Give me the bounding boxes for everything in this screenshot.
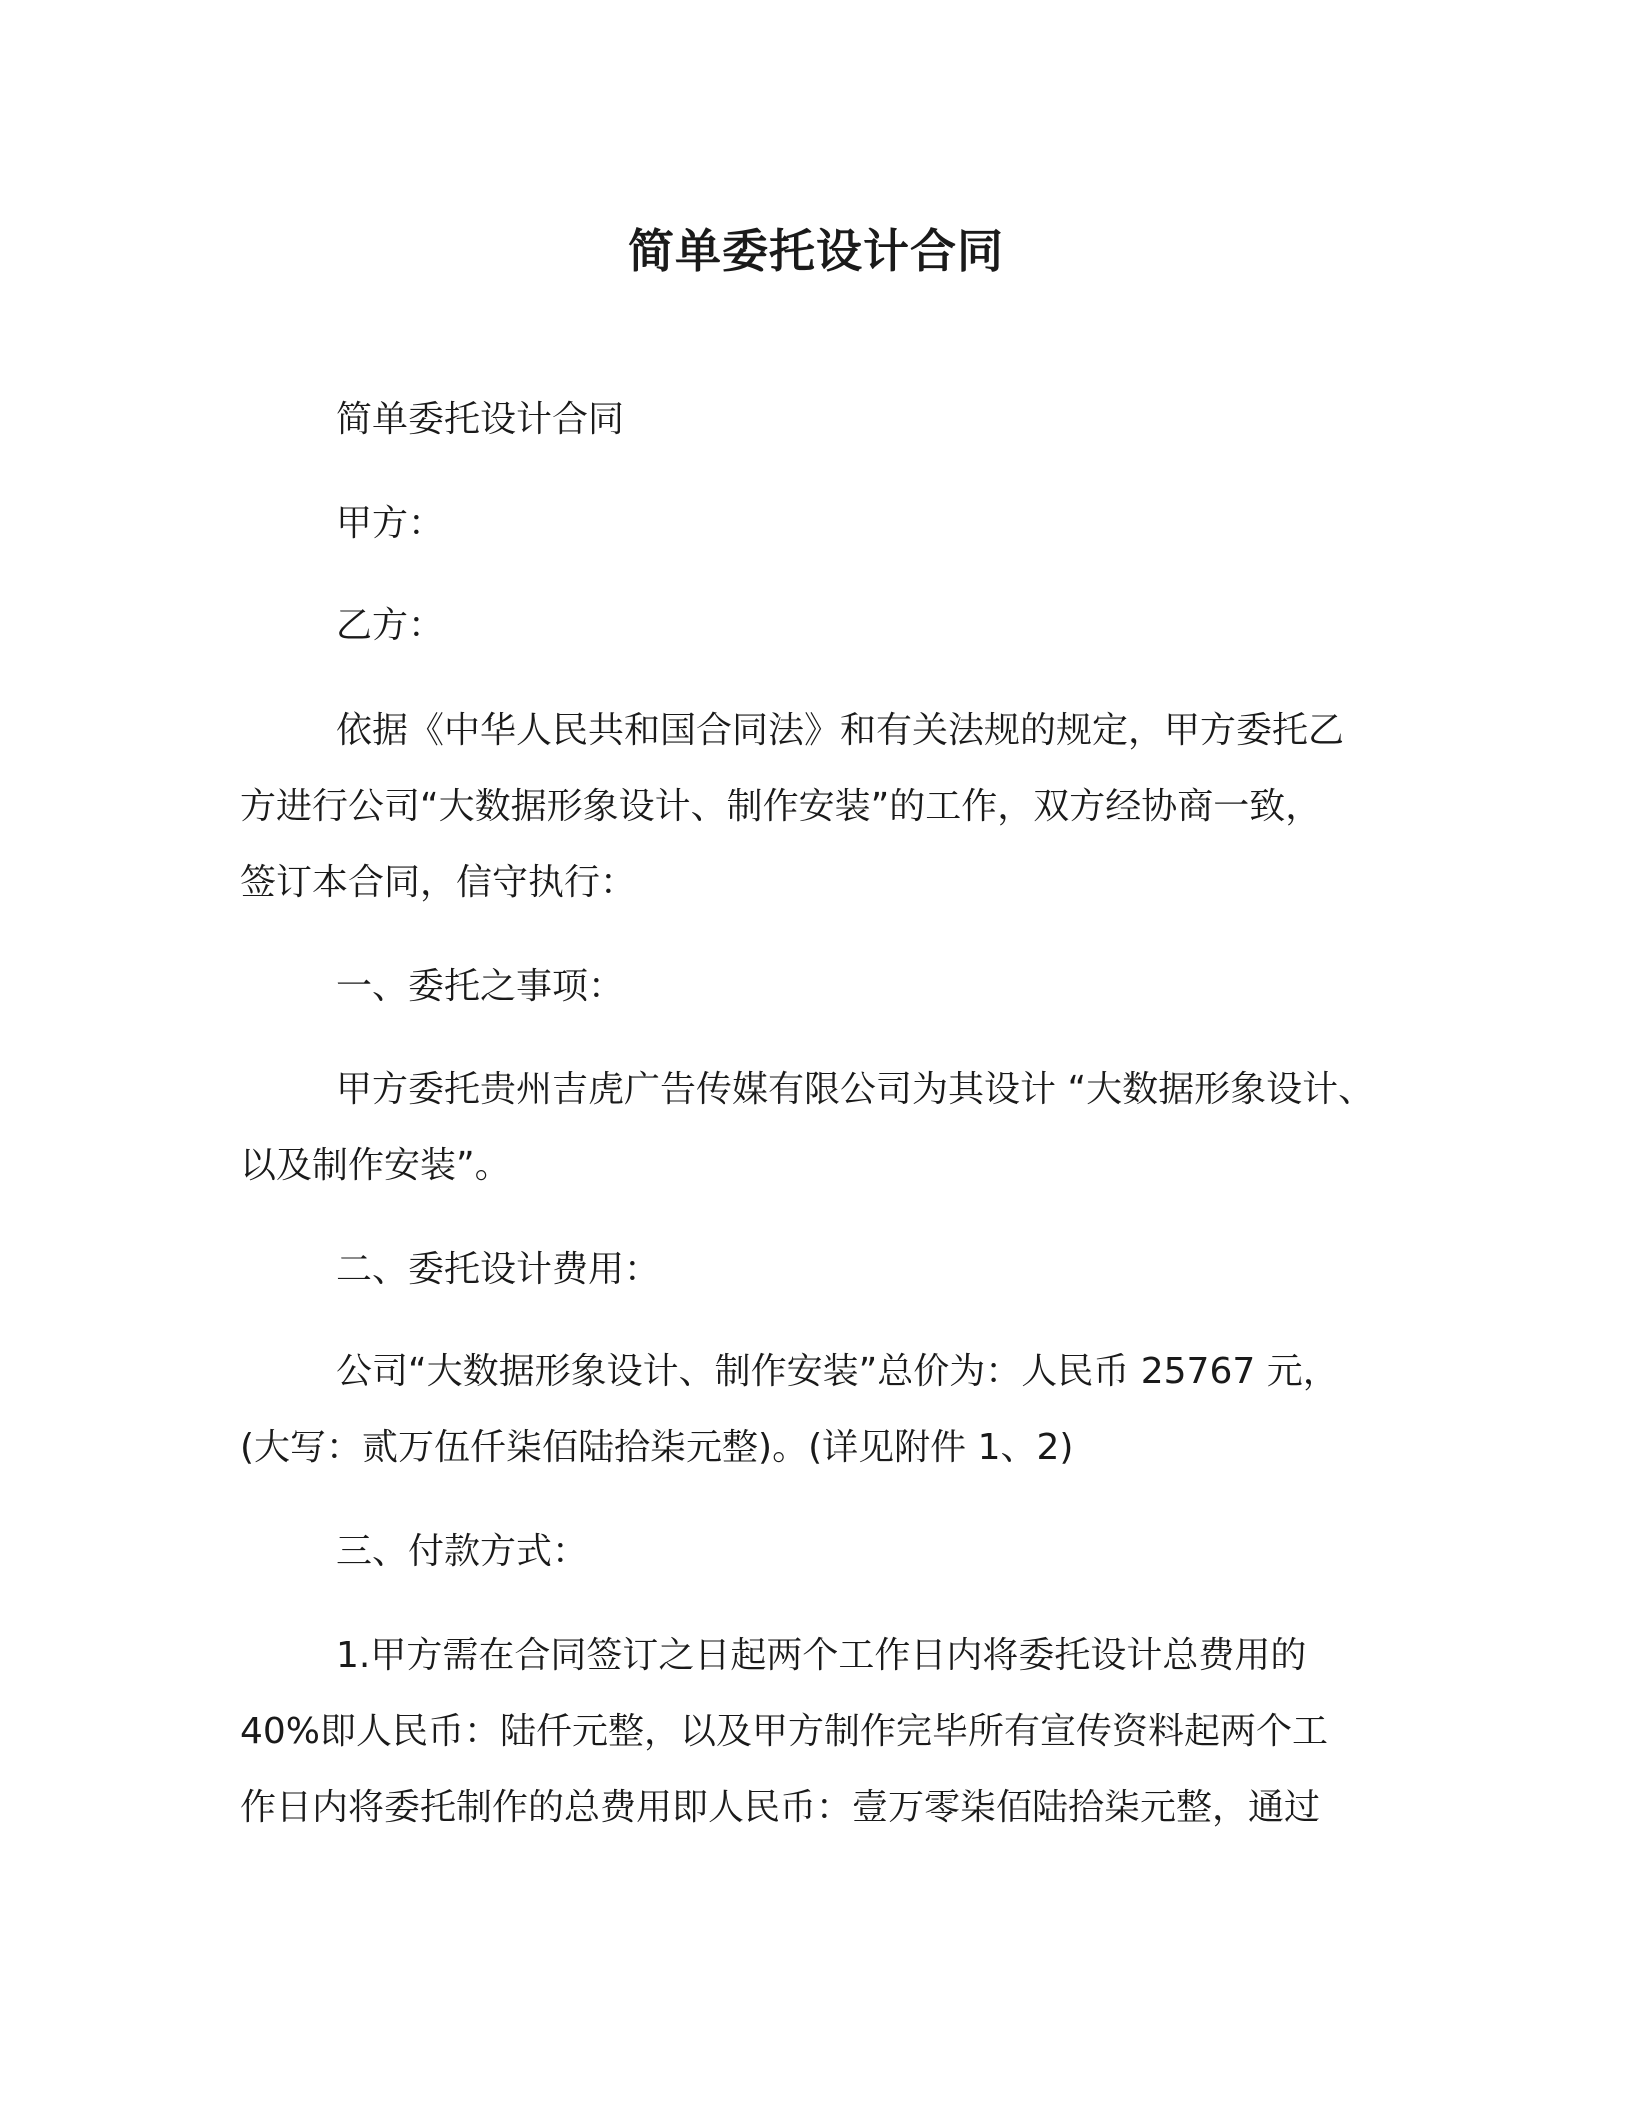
section-1-heading (240, 949, 1410, 1025)
text-line: 签订本合同，信守执行： (240, 862, 637, 903)
text-line: 依据《中华人民共和国合同法》和有关法规的规定，甲方委托乙 (336, 710, 1345, 751)
text-line: 方进行公司“大数据形象设计、制作安装”的工作，双方经协商一致， (240, 786, 1322, 827)
section-3-body (240, 1618, 1410, 1846)
section-3-heading (240, 1514, 1410, 1590)
text-line: 公司“大数据形象设计、制作安装”总价为：人民币 25767 元， (336, 1351, 1339, 1392)
party-a-paragraph (240, 486, 1410, 562)
text-line: 简单委托设计合同 (336, 399, 625, 440)
text-line: (大写：贰万伍仟柒佰陆拾柒元整)。(详见附件 1、2) (240, 1427, 1074, 1468)
preamble-paragraph (240, 693, 1410, 921)
section-1-body (240, 1052, 1410, 1204)
text-line: 作日内将委托制作的总费用即人民币：壹万零柒佰陆拾柒元整，通过 (240, 1787, 1321, 1828)
text-line: 40%即人民币：陆仟元整，以及甲方制作完毕所有宣传资料起两个工 (240, 1711, 1329, 1752)
subtitle-paragraph (240, 382, 1410, 458)
text-line: 1.甲方需在合同签订之日起两个工作日内将委托设计总费用的 (336, 1635, 1307, 1676)
section-2-heading (240, 1232, 1410, 1308)
text-line: 甲方委托贵州吉虎广告传媒有限公司为其设计 “大数据形象设计、 (336, 1069, 1375, 1110)
text-line: 一、委托之事项： (336, 966, 625, 1007)
text-line: 三、付款方式： (336, 1531, 589, 1572)
section-2-body (240, 1334, 1410, 1486)
document-title: 简单委托设计合同 (628, 224, 1004, 278)
text-line: 甲方： (336, 503, 445, 544)
text-line: 乙方： (336, 605, 445, 646)
text-line: 以及制作安装”。 (240, 1145, 511, 1186)
party-b-paragraph (240, 588, 1410, 664)
text-line: 二、委托设计费用： (336, 1249, 661, 1290)
